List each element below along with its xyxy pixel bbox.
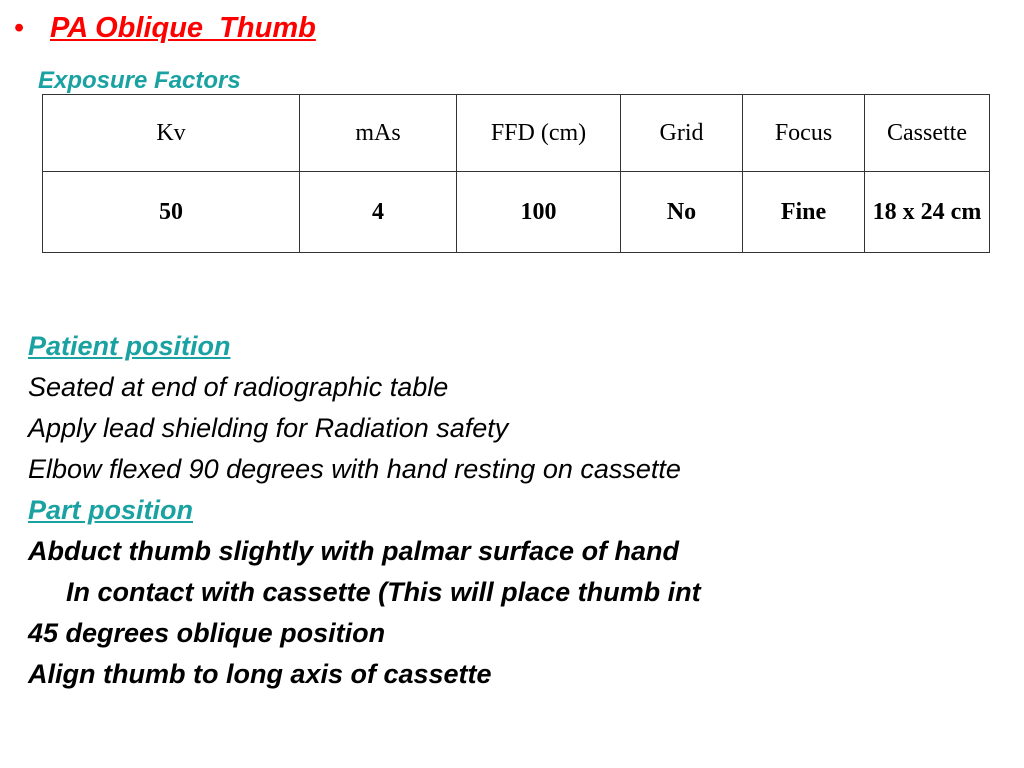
table-header-row	[43, 95, 990, 172]
patient-position-line: Seated at end of radiographic table	[28, 372, 449, 402]
patient-position-heading: Patient position	[28, 331, 231, 361]
part-position-line: 45 degrees oblique position	[28, 618, 386, 648]
value-focus: Fine	[743, 172, 865, 253]
value-kv: 50	[43, 172, 300, 253]
header-kv: Kv	[43, 95, 300, 172]
slide-title-text: PA Oblique Thumb	[50, 12, 316, 44]
patient-position-line: Elbow flexed 90 degrees with hand resting on cassette	[28, 454, 681, 484]
part-position-line: In contact with cassette (This will place thumb int	[66, 577, 701, 607]
positioning-text	[28, 326, 1008, 695]
part-position-heading: Part position	[28, 495, 194, 525]
table-values-row	[43, 172, 990, 253]
bullet-point: •	[14, 12, 25, 44]
part-position-line: Abduct thumb slightly with palmar surface of hand	[28, 536, 680, 566]
value-grid: No	[621, 172, 743, 253]
header-cassette: Cassette	[865, 95, 990, 172]
exposure-factors-table	[42, 94, 990, 253]
slide-title	[14, 8, 316, 48]
header-grid: Grid	[621, 95, 743, 172]
value-ffd: 100	[457, 172, 621, 253]
patient-position-line: Apply lead shielding for Radiation safety	[28, 413, 509, 443]
value-cassette: 18 x 24 cm	[865, 172, 990, 253]
exposure-factors-heading: Exposure Factors	[38, 67, 241, 94]
header-mas: mAs	[300, 95, 457, 172]
value-mas: 4	[300, 172, 457, 253]
header-ffd: FFD (cm)	[457, 95, 621, 172]
header-focus: Focus	[743, 95, 865, 172]
part-position-line: Align thumb to long axis of cassette	[28, 659, 492, 689]
